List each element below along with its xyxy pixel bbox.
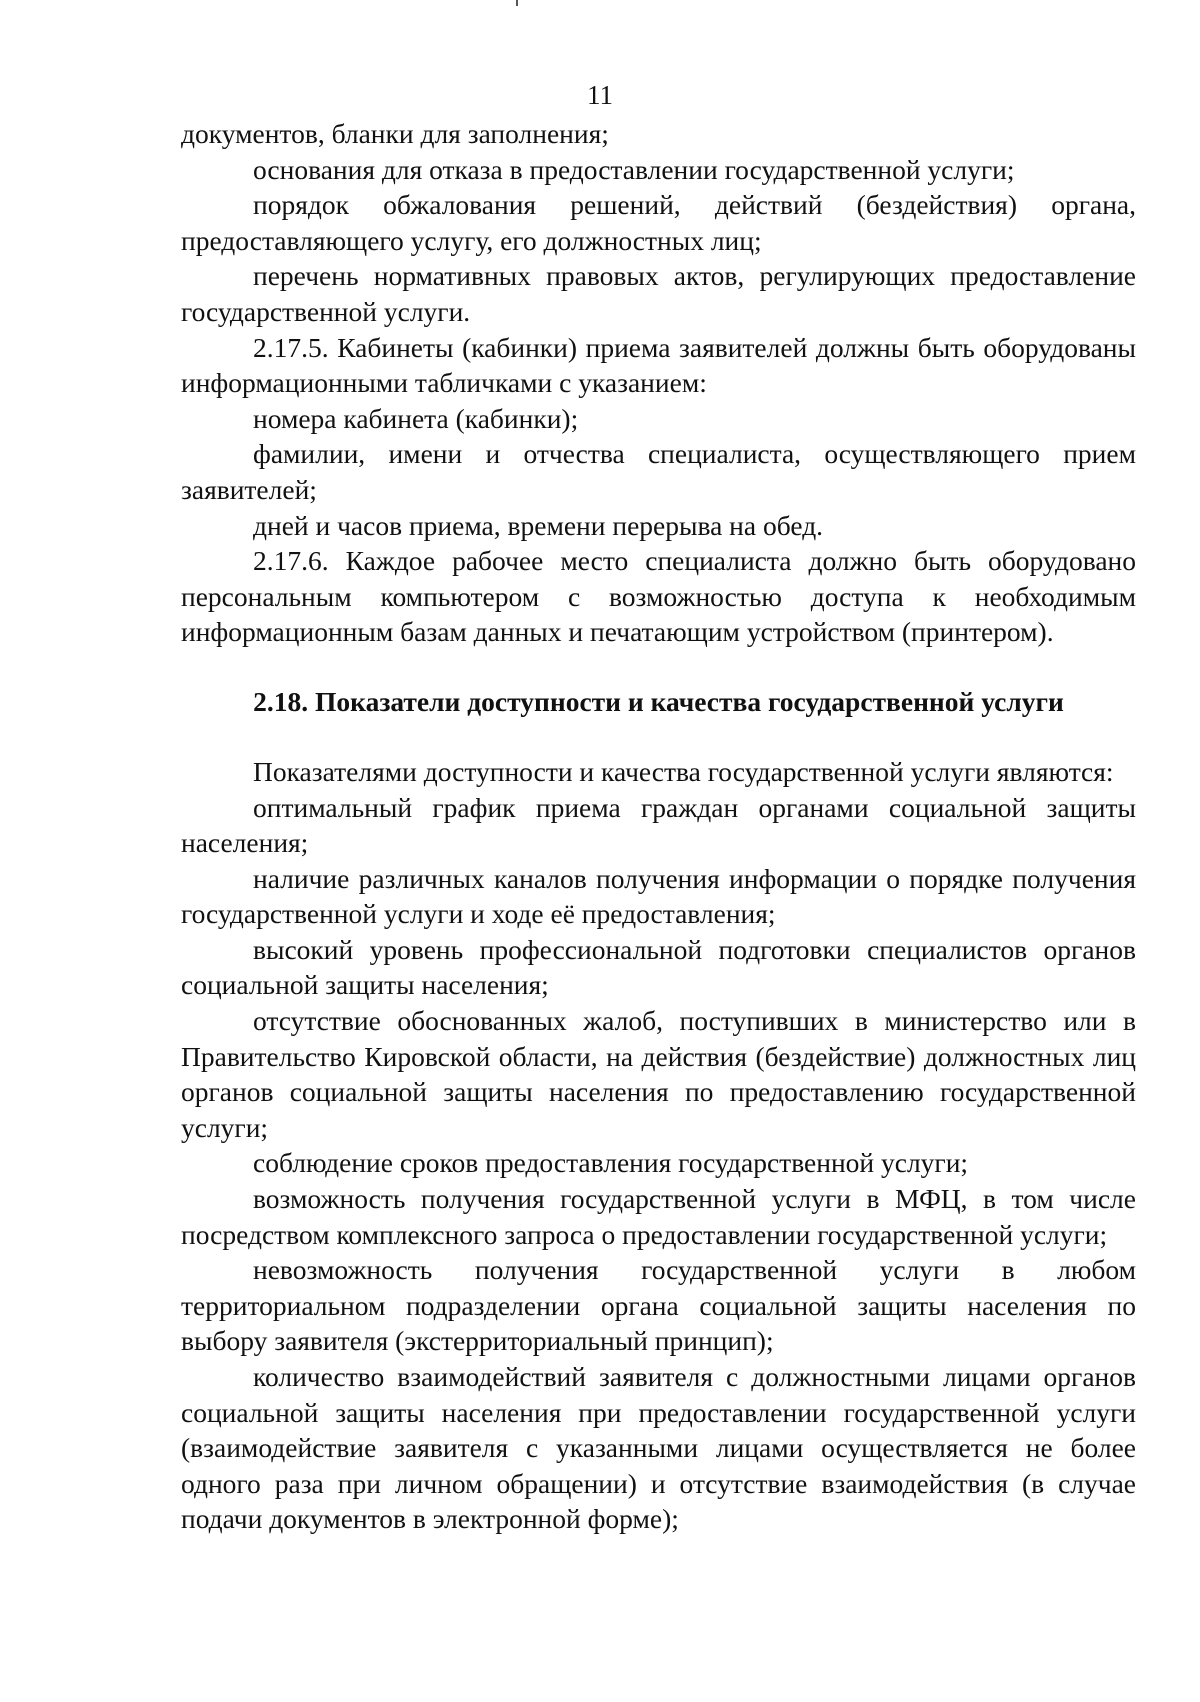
paragraph: перечень нормативных правовых актов, регулирующих предоставление государственной услуги.	[181, 260, 1136, 327]
paragraph: соблюдение сроков предоставления государственной услуги;	[253, 1147, 969, 1179]
paragraph: 2.17.5. Кабинеты (кабинки) приема заявителей должны быть оборудованы информационными табличками с указанием:	[181, 331, 1136, 399]
paragraph: количество взаимодействий заявителя с должностными лицами органов социальной защиты населения при предоставлении государственной услуги (взаимодействие заявителя с указанными лицами осуществляется не более одного раза при личном обращении) и отсутствие взаимодействия (в случае подачи документов в электронной форме);	[181, 1361, 1136, 1535]
paragraph: отсутствие обоснованных жалоб, поступивших в министерство или в Правительство Кировской области, на действия (бездействие) должностных лиц органов социальной защиты населения по предоставлению государственной услуги;	[181, 1005, 1136, 1143]
paragraph: 2.17.6. Каждое рабочее место специалиста должно быть оборудовано персональным компьютером с возможностью доступа к необходимым информационным базам данных и печатающим устройством (принтером).	[181, 545, 1136, 648]
section-heading: 2.18. Показатели доступности и качества государственной услуги	[253, 685, 1064, 717]
paragraph: порядок обжалования решений, действий (бездействия) органа, предоставляющего услугу, его должностных лиц;	[181, 189, 1136, 256]
paragraph: фамилии, имени и отчества специалиста, осуществляющего прием заявителей;	[181, 438, 1136, 505]
paragraph: документов, бланки для заполнения;	[181, 118, 609, 149]
paragraph: Показателями доступности и качества государственной услуги являются:	[253, 755, 1114, 787]
paragraph: номера кабинета (кабинки);	[253, 402, 579, 434]
paragraphs-after	[181, 754, 1136, 1537]
paragraph: оптимальный график приема граждан органами социальной защиты населения;	[181, 791, 1136, 859]
paragraph: основания для отказа в предоставлении государственной услуги;	[253, 153, 1015, 185]
paragraph: наличие различных каналов получения информации о порядке получения государственной услуги и ходе её предоставления;	[181, 862, 1136, 930]
paragraphs-before	[181, 116, 1136, 650]
paragraph: высокий уровень профессиональной подготовки специалистов органов социальной защиты населения;	[181, 933, 1136, 1001]
paragraph: дней и часов приема, времени перерыва на обед.	[253, 509, 824, 541]
document-body	[181, 116, 1136, 1537]
scan-artifact	[516, 0, 518, 6]
paragraph: невозможность получения государственной услуги в любом территориальном подразделении органа социальной защиты населения по выбору заявителя (экстерриториальный принцип);	[181, 1254, 1136, 1357]
page-number: 11	[587, 80, 613, 110]
paragraph: возможность получения государственной услуги в МФЦ, в том числе посредством комплексного запроса о предоставлении государственной услуги;	[181, 1183, 1136, 1250]
